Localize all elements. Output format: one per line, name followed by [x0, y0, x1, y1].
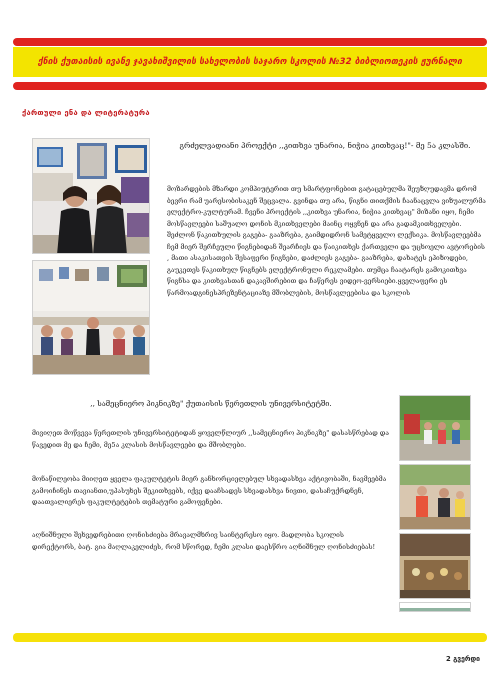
- children-image: [400, 608, 471, 612]
- page-number: 2 გვერდი: [445, 655, 480, 663]
- demonstration-image: [400, 465, 471, 530]
- classroom-image: [33, 261, 150, 375]
- article-title-reading-project: გრძელვადიანი პროექტი ,,კითხვა უნარია, ნიჭია კითხვაც!"- მე 5ა კლასში.: [179, 141, 471, 150]
- photo-teachers-library: [32, 138, 150, 254]
- article-title-science-picnic: ,, სამეცნიერო პიკნიკზე" ქუთაისის წერეთლის უნივერსიტეტში.: [90, 399, 332, 408]
- article-body-reading-project: მოზარდების მზარდი კომპიუტერით თუ სმარტფონებით გატაცებულმა შეუზღუდავმა დრომ ბევრი რამ უარესობისაკენ შეცვალა. გვინდა თუ არა, წიგნი თითქმის ჩაანაცვლა ვიზუალურმა ელექტრო-კულტურამ. ჩვენი პროექტის ,,კითხვა უნარია, ნიჭია კითხვაც" მიზანი იყო, ჩემი მოსწავლეები საშუალო დონის მკითხველები მაინც ოყვნენ და არა გადამკითხველები. შეძლონ წაკითხულის გაგება- გააზრება, გაიმდიდრონ სამეტყველო ლექსიკა. მოსწავლეებმა ჩემ მიერ შერჩეული წიგნებიდან შეარჩიეს და წაიკითხეს ქართველი და უცხოელი ავტორების , მათი ასაკისათვის შესაფერი წიგნები, დაძლიეს გაგება- გააზრება, დახატეს ეპიზოდები, გაუკეთეს წაკითხულ წიგნებს ელექტრონული რეკლამები. თუმცა ჩაატარეს გამოკითხვა წიგნსა და კითხვასთან დაკავშირებით და ჩაწერეს ვიდეო-ვერსიები.ყველაფერი ეს წარმოადგინესპრეზენტაციაზე მშობლების, მოსწავლეებისა და სკოლის: [167, 185, 486, 297]
- section-label: ქართული ენა და ლიტერატურა: [22, 108, 150, 117]
- teachers-library-image: [33, 139, 150, 254]
- newsletter-banner: [13, 47, 487, 77]
- photo-picnic-exhibit-table: [399, 533, 471, 599]
- photo-picnic-children: [399, 602, 471, 612]
- article-paragraph-thanks: აღნიშნული შეხვედრებითი ღონისძიება მრავალმხრივ საინტერესო იყო. მადლობა სკოლის დირექტორს, ბატ. გია მაღლაკელიძეს, რომ სწორედ, ჩემი კლასი დაესწრო აღნიშნულ ღონისძიებას!: [32, 531, 376, 551]
- photo-picnic-outdoor-group: [399, 395, 471, 461]
- photo-classroom-presentation: [32, 260, 150, 375]
- photo-picnic-demonstration: [399, 464, 471, 530]
- banner-title: ქნის ქუთაისის ივანე ჯავახიშვილის სახელობის საჯარო სკოლის №32 ბიბლიოთეკის ჟურნალი: [37, 57, 463, 67]
- banner-red-bar: [13, 82, 487, 90]
- bottom-yellow-bar: [13, 633, 487, 642]
- top-red-bar: [13, 38, 487, 46]
- outdoor-group-image: [400, 396, 471, 461]
- article-paragraph-activities: მონაწილეობა მიიღეთ ყველა ფაკულტეტის მიერ განხორციელებულ სხვადასხვა აქტივობაში, ნავმეებმა გამოიჩინეს თავიანთი,უპასუხეს შეკითხვებს, იქვე დააჩსადეს სხვადასხვა ნივთი, დასაჩუქრდნენ, დაათვალიერეს ფაკულტეტების თემატური გამოფენები.: [32, 475, 387, 507]
- exhibit-table-image: [400, 534, 471, 599]
- article-paragraph-invitation: მივიღეთ მოწვევა წერეთლის უნივერსიტეტიდან ყოველწლიურ ,,სამეცნიერო პიკნიკზე" დასასწრებად და წავედით მე და ჩემი, მე5ა კლასის მოსწავლეები და მშობლები.: [32, 429, 389, 449]
